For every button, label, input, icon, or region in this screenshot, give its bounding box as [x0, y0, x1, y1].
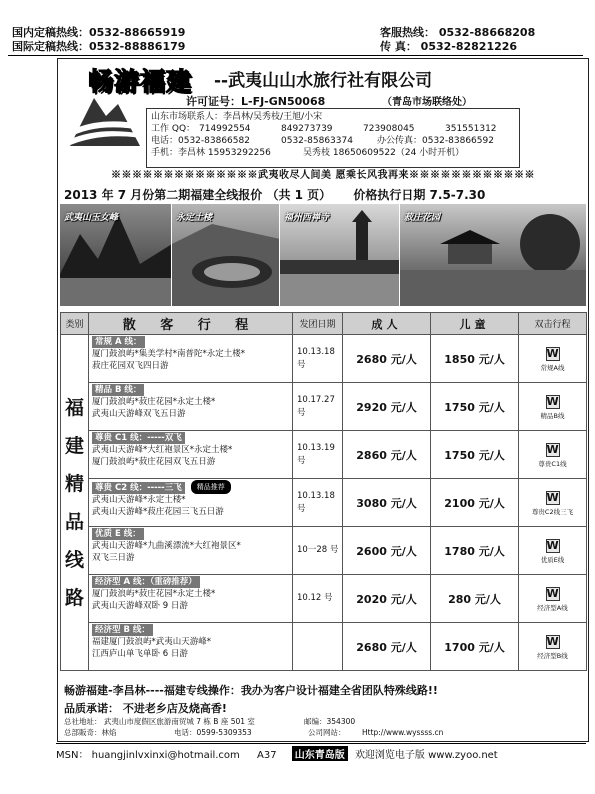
header-doc: 双击行程	[519, 313, 587, 335]
child-price: 2100 元/人	[431, 479, 519, 527]
date-cell	[293, 623, 343, 671]
route-line: 武夷山天游峰*永定土楼*	[92, 495, 186, 505]
route-line: 江西庐山单飞单卧 6 日游	[92, 649, 188, 659]
photo-caption: 福州西禅寺	[284, 213, 330, 223]
domestic-hotline: 国内定稿热线：0532-88665919	[12, 26, 186, 39]
category-char: 福	[64, 396, 84, 419]
date-text: 10一28 号	[297, 545, 339, 555]
route-line: 厦门鼓浪屿*集美学村*南普陀*永定土楼*	[92, 349, 246, 359]
website-label: 公司网站：	[308, 728, 346, 737]
brand-logo: 畅游福建	[88, 67, 193, 96]
quote-dates: 价格执行日期 7.5-7.30	[353, 188, 486, 202]
table-row	[61, 431, 587, 479]
license-number: 许可证号：L-FJ-GN50068	[186, 95, 326, 108]
route-name: 经济型 B 线：	[92, 624, 153, 636]
header-divider	[8, 55, 583, 56]
table-row	[61, 623, 587, 671]
doc-label: 优质E线	[540, 556, 565, 564]
route-line: 武夷山天游峰双卧 9 日游	[92, 601, 188, 611]
itinerary-doc-link[interactable]	[519, 575, 587, 623]
table-header-row	[61, 313, 587, 335]
route-line: 武夷山天游峰双飞五日游	[92, 409, 186, 419]
itinerary-doc-link[interactable]	[519, 479, 587, 527]
child-price: 1750 元/人	[431, 383, 519, 431]
adult-price: 2920 元/人	[343, 383, 431, 431]
tel-number-2: 0532-85863374	[281, 136, 353, 146]
route-line: 武夷山天游峰*九曲溪漂流*大红袍景区*	[92, 541, 241, 551]
photo-shuzhuang-garden	[400, 204, 586, 306]
header-itinerary: 散 客 行 程	[89, 313, 293, 335]
photo-caption: 武夷山玉女峰	[64, 213, 119, 223]
route-name: 尊贵 C1 线：-----双飞	[92, 432, 185, 444]
child-price: 1850 元/人	[431, 335, 519, 383]
qq-number: 714992554	[199, 124, 251, 134]
photo-caption: 菽庄花园	[404, 213, 441, 223]
edition-tag: 山东青岛版	[292, 746, 348, 761]
route-line: 菽庄花园双飞四日游	[92, 361, 169, 371]
route-name: 经济型 A 线：（重磅推荐）	[92, 576, 200, 588]
photo-yunvfeng	[60, 204, 172, 306]
bottom-bar	[56, 746, 586, 761]
category-char: 路	[64, 586, 84, 609]
word-document-icon[interactable]: W	[546, 539, 559, 552]
category-char: 精	[64, 472, 84, 495]
adult-price: 2020 元/人	[343, 575, 431, 623]
category-char: 线	[64, 548, 84, 571]
itinerary-doc-link[interactable]	[519, 431, 587, 479]
address: 总社地址： 武夷山市度假区旅游南贸城 7 栋 B 座 501 室	[64, 717, 255, 726]
contact-box	[146, 108, 520, 168]
qq-number: 723908045	[363, 124, 415, 134]
header-child: 儿童	[431, 313, 519, 335]
route-line: 厦门鼓浪屿*菽庄花园*永定土楼*	[92, 397, 216, 407]
route-cell	[89, 527, 293, 575]
date-cell	[293, 431, 343, 479]
word-document-icon[interactable]: W	[546, 635, 559, 648]
fax-line: 传 真： 0532-82821226	[380, 40, 518, 53]
table-row	[61, 575, 587, 623]
international-hotline: 国际定稿热线：0532-88886179	[12, 40, 186, 53]
itinerary-doc-link[interactable]	[519, 623, 587, 671]
qq-number: 351551312	[445, 124, 497, 134]
adult-price: 2680 元/人	[343, 623, 431, 671]
word-document-icon[interactable]: W	[546, 443, 559, 456]
photo-tulou	[172, 204, 280, 306]
category-cell	[61, 335, 89, 671]
doc-label: 经济型B线	[537, 652, 568, 660]
route-cell	[89, 383, 293, 431]
itinerary-doc-link[interactable]	[519, 383, 587, 431]
category-char: 建	[64, 434, 84, 457]
mountain-logo-icon	[66, 86, 144, 154]
table-row	[61, 527, 587, 575]
manager: 总部販奇：林焰	[64, 728, 117, 737]
route-cell	[89, 575, 293, 623]
date-cell	[293, 575, 343, 623]
date-cell	[293, 383, 343, 431]
route-name: 常规 A 线：	[92, 336, 145, 348]
word-document-icon[interactable]: W	[546, 347, 559, 360]
company-name: --武夷山山水旅行社有限公司	[214, 71, 433, 91]
photo-caption: 永定土楼	[176, 213, 213, 223]
table-row	[61, 383, 587, 431]
itinerary-doc-link[interactable]	[519, 335, 587, 383]
route-name: 尊贵 C2 线：-----三飞	[92, 482, 185, 494]
service-hotline: 客服热线： 0532-88668208	[380, 26, 536, 39]
category-char: 品	[64, 510, 84, 533]
adult-price: 2680 元/人	[343, 335, 431, 383]
route-cell	[89, 623, 293, 671]
route-name: 精品 B 线：	[92, 384, 144, 396]
table-row	[61, 479, 587, 527]
doc-label: 尊贵C2线三飞	[531, 508, 574, 516]
footer-info	[64, 716, 584, 738]
child-price: 1700 元/人	[431, 623, 519, 671]
date-text: 号	[297, 455, 306, 466]
itinerary-doc-link[interactable]	[519, 527, 587, 575]
date-text: 10.13.18	[297, 490, 335, 501]
office-fax: 办公传真：0532-83866592	[377, 136, 494, 146]
quote-title-text: 2013 年 7 月份第二期福建全线报价 （共 1 页）	[64, 188, 332, 202]
edition-tagline: 欢迎浏览电子版 www.zyoo.net	[354, 750, 498, 761]
website-link[interactable]: Http://www.wyssss.cn	[362, 728, 444, 737]
footer-line-1: 畅游福建-李昌林----福建专线操作：我办为客户设计福建全省团队特殊线路!!	[64, 684, 438, 697]
quote-title	[64, 186, 485, 203]
quality-promise: 品质承诺： 不进老乡店及烧高香!	[64, 702, 227, 715]
msn-contact: MSN： huangjinlvxinxi@hotmail.com	[56, 750, 240, 761]
page-number: A37	[256, 750, 277, 761]
date-text: 号	[297, 503, 306, 514]
doc-label: 精品B线	[540, 412, 565, 420]
qq-label: 工作 QQ：	[151, 124, 196, 134]
date-text: 10.13.18	[297, 346, 335, 357]
office-label: （青岛市场联络处）	[382, 97, 472, 108]
footer-divider	[56, 743, 586, 744]
header-dates: 发团日期	[293, 313, 343, 335]
table-row	[61, 335, 587, 383]
date-text: 10.12 号	[297, 593, 333, 603]
route-line: 厦门鼓浪屿*菽庄花园双飞五日游	[92, 457, 216, 467]
date-cell	[293, 527, 343, 575]
doc-label: 经济型A线	[537, 604, 568, 612]
word-document-icon[interactable]: W	[546, 395, 559, 408]
child-price: 280 元/人	[431, 575, 519, 623]
header-category: 类别	[61, 313, 89, 335]
date-text: 10.13.19	[297, 442, 335, 453]
qq-number: 849273739	[281, 124, 333, 134]
adult-price: 2860 元/人	[343, 431, 431, 479]
route-line: 福建厦门鼓浪屿*武夷山天游峰*	[92, 637, 212, 647]
date-cell	[293, 479, 343, 527]
photo-strip	[60, 204, 586, 306]
photo-xichan-temple	[280, 204, 400, 306]
route-line: 武夷山天游峰*大红袍景区*永定土楼*	[92, 445, 233, 455]
route-line: 厦门鼓浪屿*菽庄花园*永定土楼*	[92, 589, 216, 599]
date-cell	[293, 335, 343, 383]
word-document-icon[interactable]: W	[546, 587, 559, 600]
doc-label: 常规A线	[540, 364, 565, 372]
word-document-icon[interactable]: W	[546, 491, 559, 504]
route-cell	[89, 431, 293, 479]
slogan: ※※※※※※※※※※※※※※武夷收尽人间美 愿乘长风我再来※※※※※※※※※※※※	[111, 170, 535, 181]
adult-price: 2600 元/人	[343, 527, 431, 575]
date-text: 号	[297, 359, 306, 370]
route-name: 优质 E 线：	[92, 528, 144, 540]
tel-number: 电话：0532-83866582	[151, 136, 250, 146]
route-cell	[89, 479, 293, 527]
adult-price: 3080 元/人	[343, 479, 431, 527]
contact-person: 山东市场联系人：李昌林/吴秀枝/王旭/小宋	[151, 112, 323, 122]
route-cell	[89, 335, 293, 383]
date-text: 10.17.27	[297, 394, 335, 405]
header-adult: 成人	[343, 313, 431, 335]
child-price: 1750 元/人	[431, 431, 519, 479]
recommend-badge: 精品推荐	[191, 480, 231, 494]
postcode: 邮编：354300	[304, 717, 356, 726]
mobile-number: 手机：李昌林 15953292256	[151, 148, 271, 158]
price-table	[60, 312, 587, 671]
doc-label: 尊贵C1线	[538, 460, 567, 468]
child-price: 1780 元/人	[431, 527, 519, 575]
date-text: 号	[297, 407, 306, 418]
mobile-number-2: 吴秀枝 18650609522（24 小时开机）	[303, 148, 465, 158]
route-line: 双飞三日游	[92, 553, 135, 563]
phone: 电话：0599-5309353	[174, 728, 252, 737]
route-line: 武夷山天游峰*菽庄花园三飞五日游	[92, 507, 224, 517]
